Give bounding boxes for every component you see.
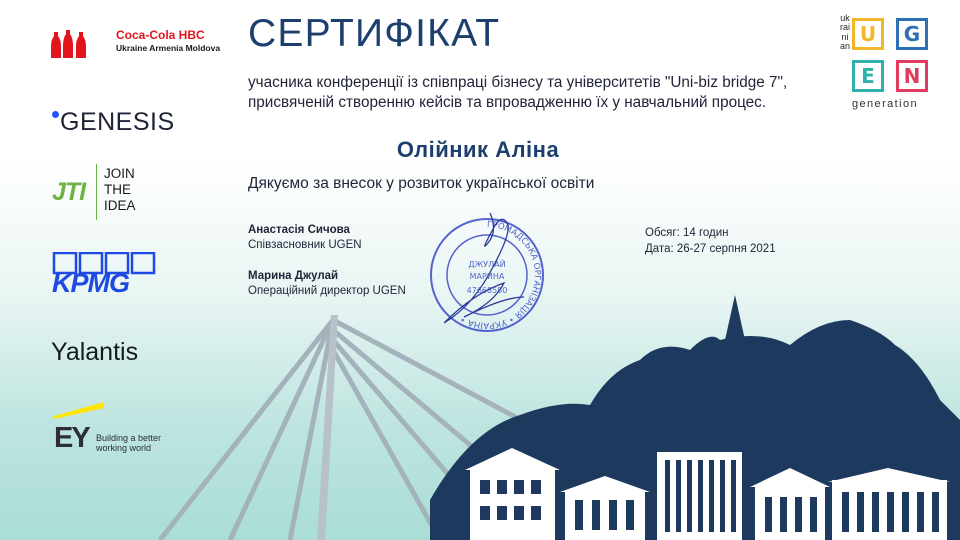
- ugen-tile-e: E: [852, 60, 884, 92]
- event-date: Дата: 26-27 серпня 2021: [645, 243, 776, 255]
- recipient-name: Олійник Аліна: [396, 137, 560, 162]
- jti-divider: [96, 164, 97, 220]
- ey-logo: [52, 400, 182, 458]
- course-volume: Обсяг: 14 годин: [645, 227, 729, 239]
- signatory-role: Операційний директор UGEN: [248, 285, 406, 297]
- certificate-description: учасника конференції із співпраці бізнесу та університетів "Uni-biz bridge 7", присвяченій створенню кейсів та впровадженню їх у навчальний процес.: [248, 74, 788, 111]
- signatory-2: [248, 269, 428, 299]
- certificate-title: СЕРТИФІКАТ: [248, 12, 501, 55]
- ugen-side-label: ukrainian: [840, 13, 851, 52]
- cocacola-subtitle: Ukraine Armenia Moldova: [116, 43, 221, 53]
- stamp-center-line2: МАРИНА: [469, 272, 505, 281]
- genesis-wordmark: GENESIS: [60, 108, 175, 136]
- ugen-logo: [838, 10, 948, 115]
- ugen-tile-g: G: [896, 18, 928, 50]
- stamp-ring-text: ГРОМАДСЬКА ОРГАНІЗАЦІЯ • УКРАЇНА •: [458, 219, 543, 331]
- stamp-code: 47668580: [466, 286, 508, 295]
- ey-tagline-line2: working world: [96, 443, 152, 453]
- kpmg-wordmark: KPMG: [52, 268, 129, 296]
- stamp-center-line1: ДЖУЛАЙ: [468, 260, 506, 269]
- ey-tagline: [96, 433, 161, 453]
- jti-logo: [52, 162, 172, 222]
- jti-slogan-line3: IDEA: [104, 198, 136, 213]
- jti-slogan-line1: JOIN: [104, 166, 135, 181]
- ugen-tile-n: N: [896, 60, 928, 92]
- thanks-message: Дякуємо за внесок у розвиток української освіти: [248, 175, 595, 192]
- ugen-side-text: [840, 14, 850, 52]
- signatory-name: Марина Джулай: [248, 270, 339, 282]
- signatory-name: Анастасія Сичова: [248, 224, 350, 236]
- official-stamp: [420, 205, 555, 345]
- cocacola-hbc-logo: [50, 28, 220, 60]
- ugen-generation-text: generation: [852, 98, 918, 110]
- yalantis-logo: Yalantis: [51, 338, 139, 366]
- genesis-logo: [52, 108, 175, 137]
- city-tower: [725, 295, 745, 340]
- ey-beam-icon: [54, 400, 106, 420]
- signatory-role: Співзасновник UGEN: [248, 239, 362, 251]
- bottle-icon: [50, 28, 110, 60]
- ey-wordmark: EY: [54, 422, 89, 454]
- ugen-tile-u: U: [852, 18, 884, 50]
- signatory-1: [248, 223, 362, 253]
- cocacola-title: Coca-Cola HBC: [116, 28, 205, 42]
- certificate-meta: [645, 225, 776, 257]
- ey-tagline-line1: Building a better: [96, 433, 162, 443]
- kpmg-logo: [50, 252, 160, 296]
- genesis-dot-icon: [52, 111, 59, 118]
- jti-wordmark: JTI: [52, 178, 86, 206]
- jti-slogan: [104, 166, 136, 214]
- jti-slogan-line2: THE: [104, 182, 131, 197]
